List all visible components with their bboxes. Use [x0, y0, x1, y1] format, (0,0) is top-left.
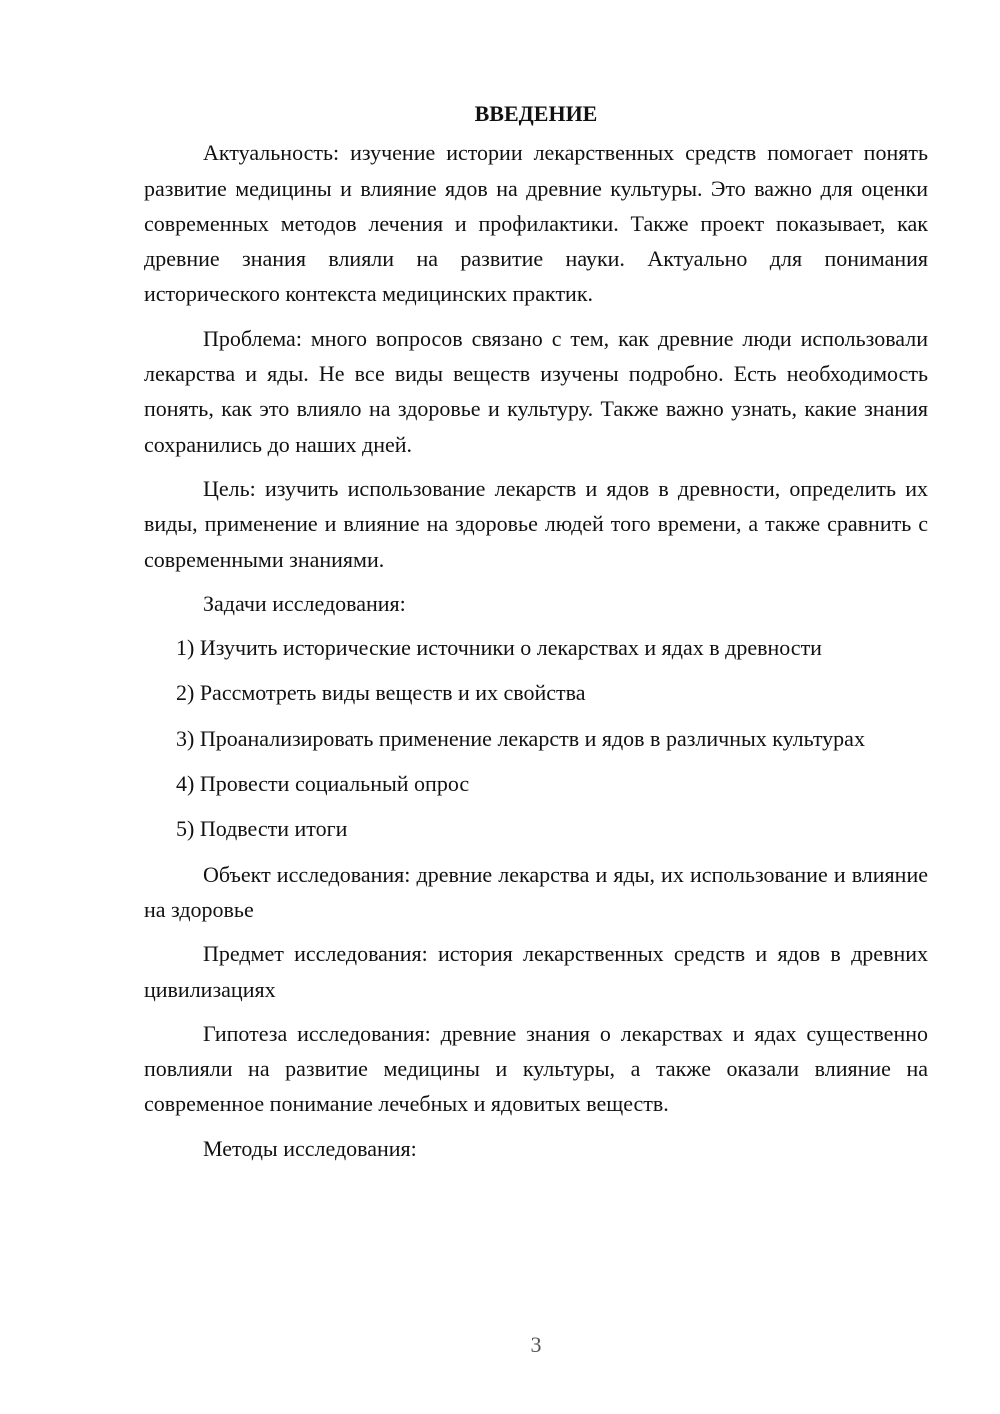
- task-item-5: 5) Подвести итоги: [176, 816, 348, 842]
- task-item-3: 3) Проанализировать применение лекарств и ядов в различных культурах: [176, 725, 865, 751]
- task-item-2: 2) Рассмотреть виды веществ и их свойства: [176, 680, 586, 706]
- paragraph-object: Объект исследования: древние лекарства и яды, их использование и влияние на здоровье: [144, 861, 928, 922]
- paragraph-subject: Предмет исследования: история лекарственных средств и ядов в древних цивилизациях: [144, 941, 928, 1002]
- page-number: 3: [530, 1332, 542, 1357]
- task-item-4: 4) Провести социальный опрос: [176, 771, 470, 797]
- paragraph-relevance: Актуальность: изучение истории лекарственных средств помогает понять развитие медицины и влияние ядов на древние культуры. Это важно для оценки современных методов лечения и профилактики. Также проект показывает, как древние знания влияли на развитие науки. Актуально для понимания исторического контекста медицинских практик.: [144, 140, 928, 307]
- paragraph-problem: Проблема: много вопросов связано с тем, как древние люди использовали лекарства и яды. Не все виды веществ изучены подробно. Есть необходимость понять, как это влияло на здоровье и культуру. Также важно узнать, какие знания сохранились до наших дней.: [144, 325, 928, 457]
- task-item-1: 1) Изучить исторические источники о лекарствах и ядах в древности: [176, 635, 822, 661]
- paragraph-hypothesis: Гипотеза исследования: древние знания о лекарствах и ядах существенно повлияли на развитие медицины и культуры, а также оказали влияние на современное понимание лечебных и ядовитых веществ.: [144, 1020, 928, 1117]
- section-title: ВВЕДЕНИЕ: [474, 101, 598, 126]
- methods-heading: Методы исследования:: [203, 1135, 417, 1161]
- paragraph-goal: Цель: изучить использование лекарств и ядов в древности, определить их виды, применение и влияние на здоровье людей того времени, а также сравнить с современными знаниями.: [144, 475, 928, 572]
- page-content: [144, 96, 928, 1175]
- tasks-heading: Задачи исследования:: [203, 590, 406, 616]
